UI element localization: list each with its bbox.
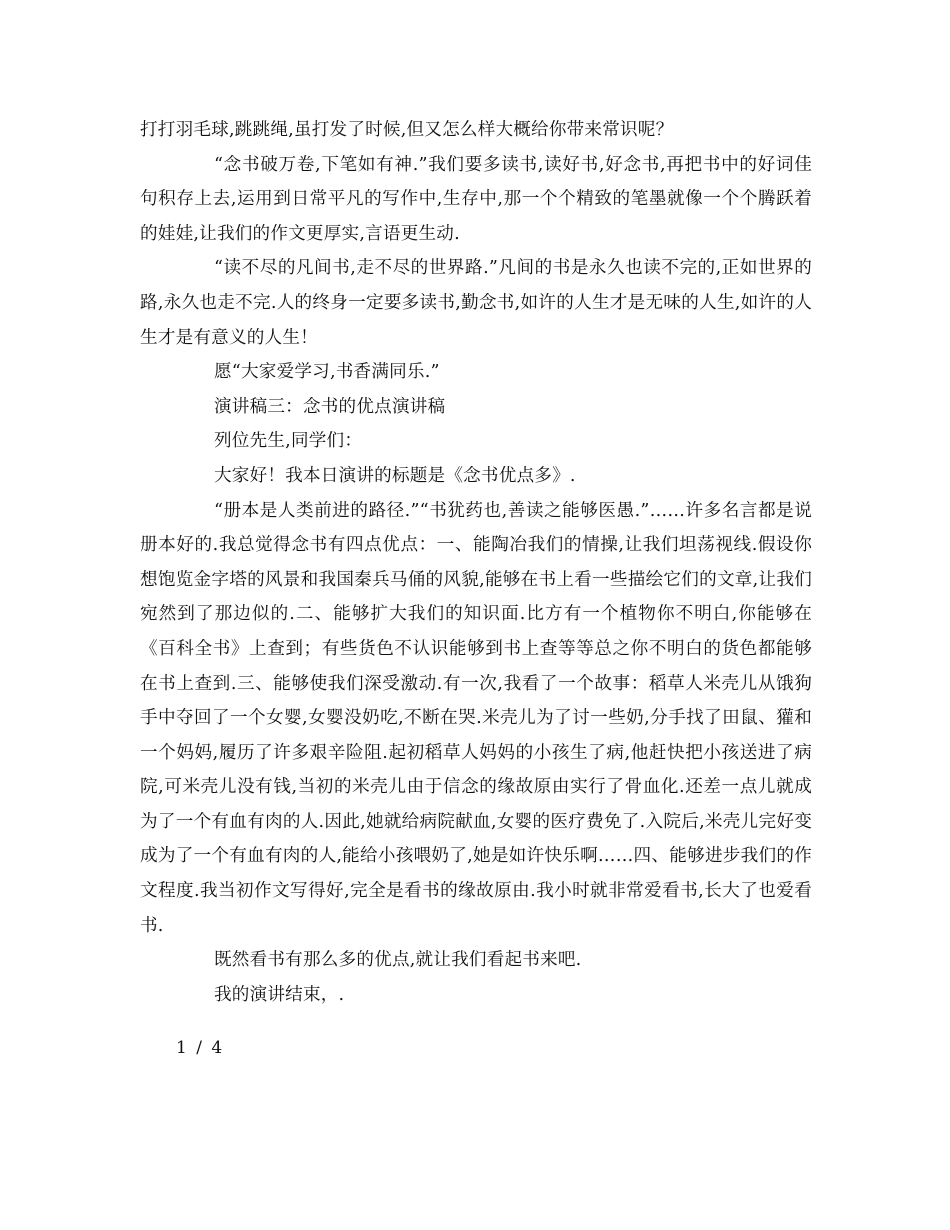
paragraph-2: “念书破万卷,下笔如有神.”我们要多读书,读好书,好念书,再把书中的好词佳句积存上去,运用到日常平凡的写作中,生存中,那一个个精致的笔墨就像一个个腾跃着的娃娃,让我们的作文更厚实,言语更生动. (140, 154, 812, 244)
paragraph-3: “读不尽的凡间书,走不尽的世界路.”凡间的书是永久也读不完的,正如世界的路,永久也走不完.人的终身一定要多读书,勤念书,如许的人生才是无味的人生,如许的人生才是有意义的人生！ (140, 258, 812, 348)
closing-line: 我的演讲结束，. (214, 984, 345, 1005)
page-number: 1 / 4 (176, 1038, 225, 1058)
paragraph-conclusion: 既然看书有那么多的优点,就让我们看起书来吧. (214, 950, 582, 971)
section-heading: 演讲稿三：念书的优点演讲稿 (214, 396, 446, 417)
salutation: 列位先生,同学们： (214, 431, 363, 452)
paragraph-4: 愿“大家爱学习,书香满同乐.” (214, 362, 440, 383)
document-body (140, 113, 812, 1012)
paragraph-main: “册本是人类前进的路径.”“书犹药也,善读之能够医愚.”……许多名言都是说册本好的.我总觉得念书有四点优点：一、能陶冶我们的情操,让我们坦荡视线.假设你想饱览金字塔的风景和我国秦兵马俑的风貌,能够在书上看一些描绘它们的文章,让我们宛然到了那边似的.二、能够扩大我们的知识面.比方有一个植物你不明白,你能够在《百科全书》上查到；有些货色不认识能够到书上查等等总之你不明白的货色都能够在书上查到.三、能够使我们深受激动.有一次,我看了一个故事：稻草人米壳儿从饿狗手中夺回了一个女婴,女婴没奶吃,不断在哭.米壳儿为了讨一些奶,分手找了田鼠、獾和一个妈妈,履历了许多艰辛险阻.起初稻草人妈妈的小孩生了病,他赶快把小孩送进了病院,可米壳儿没有钱,当初的米壳儿由于信念的缘故原由实行了骨血化.还差一点儿就成为了一个有血有肉的人.因此,她就给病院献血,女婴的医疗费免了.入院后,米壳儿完好变成为了一个有血有肉的人,能给小孩喂奶了,她是如许快乐啊……四、能够进步我们的作文程度.我当初作文写得好,完全是看书的缘故原由.我小时就非常爱看书,长大了也爱看书. (140, 500, 812, 936)
paragraph-1: 打打羽毛球,跳跳绳,虽打发了时候,但又怎么样大概给你带来常识呢？ (140, 120, 674, 140)
greeting: 大家好！我本日演讲的标题是《念书优点多》. (214, 465, 576, 486)
